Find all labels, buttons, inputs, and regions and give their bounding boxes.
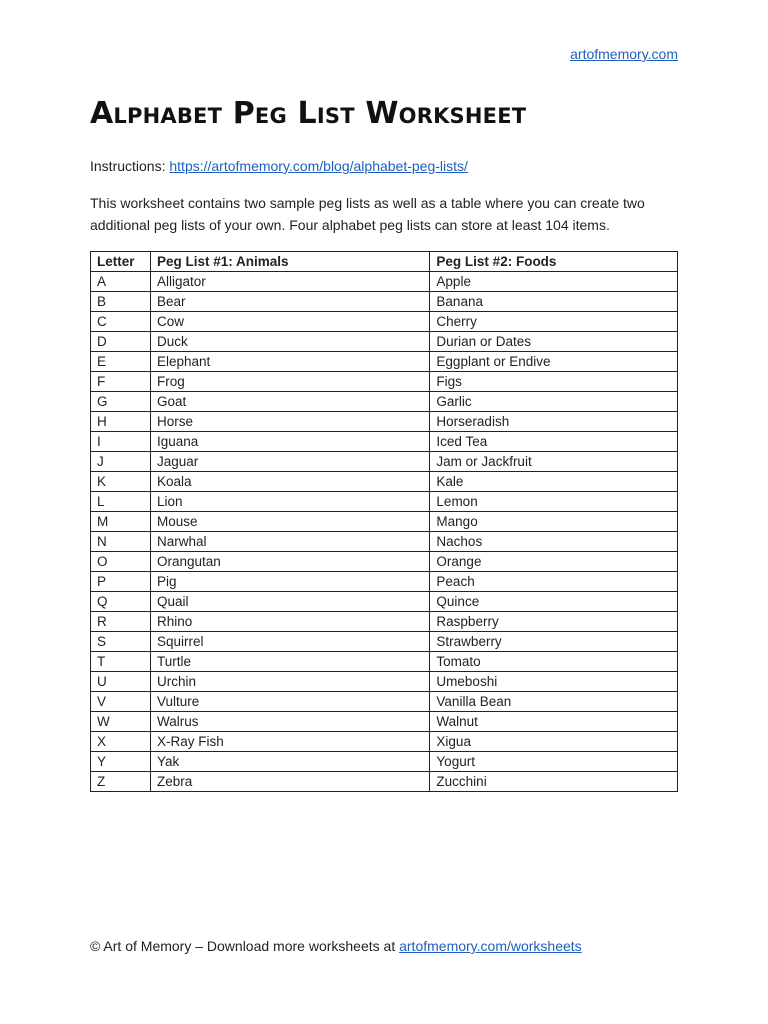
cell-animal: Iguana — [150, 432, 429, 452]
cell-food: Garlic — [430, 392, 678, 412]
cell-food: Strawberry — [430, 632, 678, 652]
table-body — [91, 272, 678, 792]
table-row — [91, 692, 678, 712]
cell-animal: Narwhal — [150, 532, 429, 552]
table-row — [91, 772, 678, 792]
cell-food: Xigua — [430, 732, 678, 752]
table-row — [91, 292, 678, 312]
description-text: This worksheet contains two sample peg lists as well as a table where you can create two additional peg lists of your own. Four alphabet peg lists can store at least 104 items. — [90, 195, 645, 233]
cell-animal: Elephant — [150, 352, 429, 372]
table-row — [91, 312, 678, 332]
cell-animal: Vulture — [150, 692, 429, 712]
cell-letter: A — [91, 272, 151, 292]
site-link[interactable]: artofmemory.com — [570, 46, 678, 62]
cell-food: Raspberry — [430, 612, 678, 632]
table-row — [91, 372, 678, 392]
table-row — [91, 532, 678, 552]
cell-animal: Orangutan — [150, 552, 429, 572]
table-row — [91, 552, 678, 572]
table-row — [91, 752, 678, 772]
table-row — [91, 712, 678, 732]
cell-letter: H — [91, 412, 151, 432]
table-row — [91, 352, 678, 372]
table-row — [91, 492, 678, 512]
cell-animal: Bear — [150, 292, 429, 312]
cell-letter: C — [91, 312, 151, 332]
peg-list-table — [90, 251, 678, 792]
column-header-animals: Peg List #1: Animals — [150, 252, 429, 272]
cell-animal: Goat — [150, 392, 429, 412]
cell-food: Peach — [430, 572, 678, 592]
cell-letter: I — [91, 432, 151, 452]
cell-animal: Squirrel — [150, 632, 429, 652]
table-row — [91, 412, 678, 432]
footer-worksheets-link[interactable]: artofmemory.com/worksheets — [399, 938, 582, 954]
cell-food: Banana — [430, 292, 678, 312]
cell-food: Figs — [430, 372, 678, 392]
cell-food: Nachos — [430, 532, 678, 552]
cell-animal: Duck — [150, 332, 429, 352]
cell-animal: Cow — [150, 312, 429, 332]
cell-food: Zucchini — [430, 772, 678, 792]
cell-animal: Quail — [150, 592, 429, 612]
instructions — [90, 158, 468, 174]
cell-food: Vanilla Bean — [430, 692, 678, 712]
cell-animal: Horse — [150, 412, 429, 432]
cell-food: Iced Tea — [430, 432, 678, 452]
cell-letter: X — [91, 732, 151, 752]
cell-food: Orange — [430, 552, 678, 572]
cell-letter: J — [91, 452, 151, 472]
table-row — [91, 672, 678, 692]
cell-letter: N — [91, 532, 151, 552]
cell-letter: R — [91, 612, 151, 632]
footer — [90, 938, 582, 954]
cell-food: Mango — [430, 512, 678, 532]
cell-food: Horseradish — [430, 412, 678, 432]
cell-food: Jam or Jackfruit — [430, 452, 678, 472]
table-row — [91, 432, 678, 452]
table-row — [91, 632, 678, 652]
cell-food: Lemon — [430, 492, 678, 512]
cell-letter: G — [91, 392, 151, 412]
cell-letter: L — [91, 492, 151, 512]
cell-animal: Koala — [150, 472, 429, 492]
footer-text: © Art of Memory – Download more worksheets at — [90, 938, 396, 954]
cell-letter: T — [91, 652, 151, 672]
cell-animal: Urchin — [150, 672, 429, 692]
column-header-letter: Letter — [91, 252, 151, 272]
table-row — [91, 652, 678, 672]
table-row — [91, 572, 678, 592]
table-row — [91, 612, 678, 632]
page-title: Alphabet Peg List Worksheet — [90, 96, 527, 131]
table-row — [91, 452, 678, 472]
cell-animal: Turtle — [150, 652, 429, 672]
cell-food: Walnut — [430, 712, 678, 732]
cell-letter: D — [91, 332, 151, 352]
cell-animal: Walrus — [150, 712, 429, 732]
cell-letter: Y — [91, 752, 151, 772]
cell-animal: Alligator — [150, 272, 429, 292]
cell-letter: M — [91, 512, 151, 532]
cell-letter: O — [91, 552, 151, 572]
instructions-label: Instructions: — [90, 158, 166, 174]
table-row — [91, 392, 678, 412]
cell-food: Umeboshi — [430, 672, 678, 692]
cell-letter: S — [91, 632, 151, 652]
cell-food: Quince — [430, 592, 678, 612]
cell-animal: Pig — [150, 572, 429, 592]
table-row — [91, 512, 678, 532]
cell-letter: U — [91, 672, 151, 692]
cell-letter: Q — [91, 592, 151, 612]
cell-letter: Z — [91, 772, 151, 792]
cell-letter: F — [91, 372, 151, 392]
table-row — [91, 472, 678, 492]
cell-animal: Zebra — [150, 772, 429, 792]
cell-letter: E — [91, 352, 151, 372]
cell-food: Cherry — [430, 312, 678, 332]
cell-animal: X-Ray Fish — [150, 732, 429, 752]
cell-letter: W — [91, 712, 151, 732]
column-header-foods: Peg List #2: Foods — [430, 252, 678, 272]
cell-animal: Mouse — [150, 512, 429, 532]
cell-letter: B — [91, 292, 151, 312]
cell-letter: V — [91, 692, 151, 712]
cell-food: Durian or Dates — [430, 332, 678, 352]
cell-animal: Lion — [150, 492, 429, 512]
cell-animal: Jaguar — [150, 452, 429, 472]
cell-food: Tomato — [430, 652, 678, 672]
cell-animal: Rhino — [150, 612, 429, 632]
cell-letter: K — [91, 472, 151, 492]
cell-food: Kale — [430, 472, 678, 492]
table-row — [91, 332, 678, 352]
cell-food: Eggplant or Endive — [430, 352, 678, 372]
cell-animal: Yak — [150, 752, 429, 772]
cell-food: Apple — [430, 272, 678, 292]
cell-animal: Frog — [150, 372, 429, 392]
table-row — [91, 272, 678, 292]
table-header-row — [91, 252, 678, 272]
instructions-link[interactable]: https://artofmemory.com/blog/alphabet-peg-lists/ — [169, 158, 468, 174]
cell-letter: P — [91, 572, 151, 592]
table-row — [91, 732, 678, 752]
table-row — [91, 592, 678, 612]
cell-food: Yogurt — [430, 752, 678, 772]
